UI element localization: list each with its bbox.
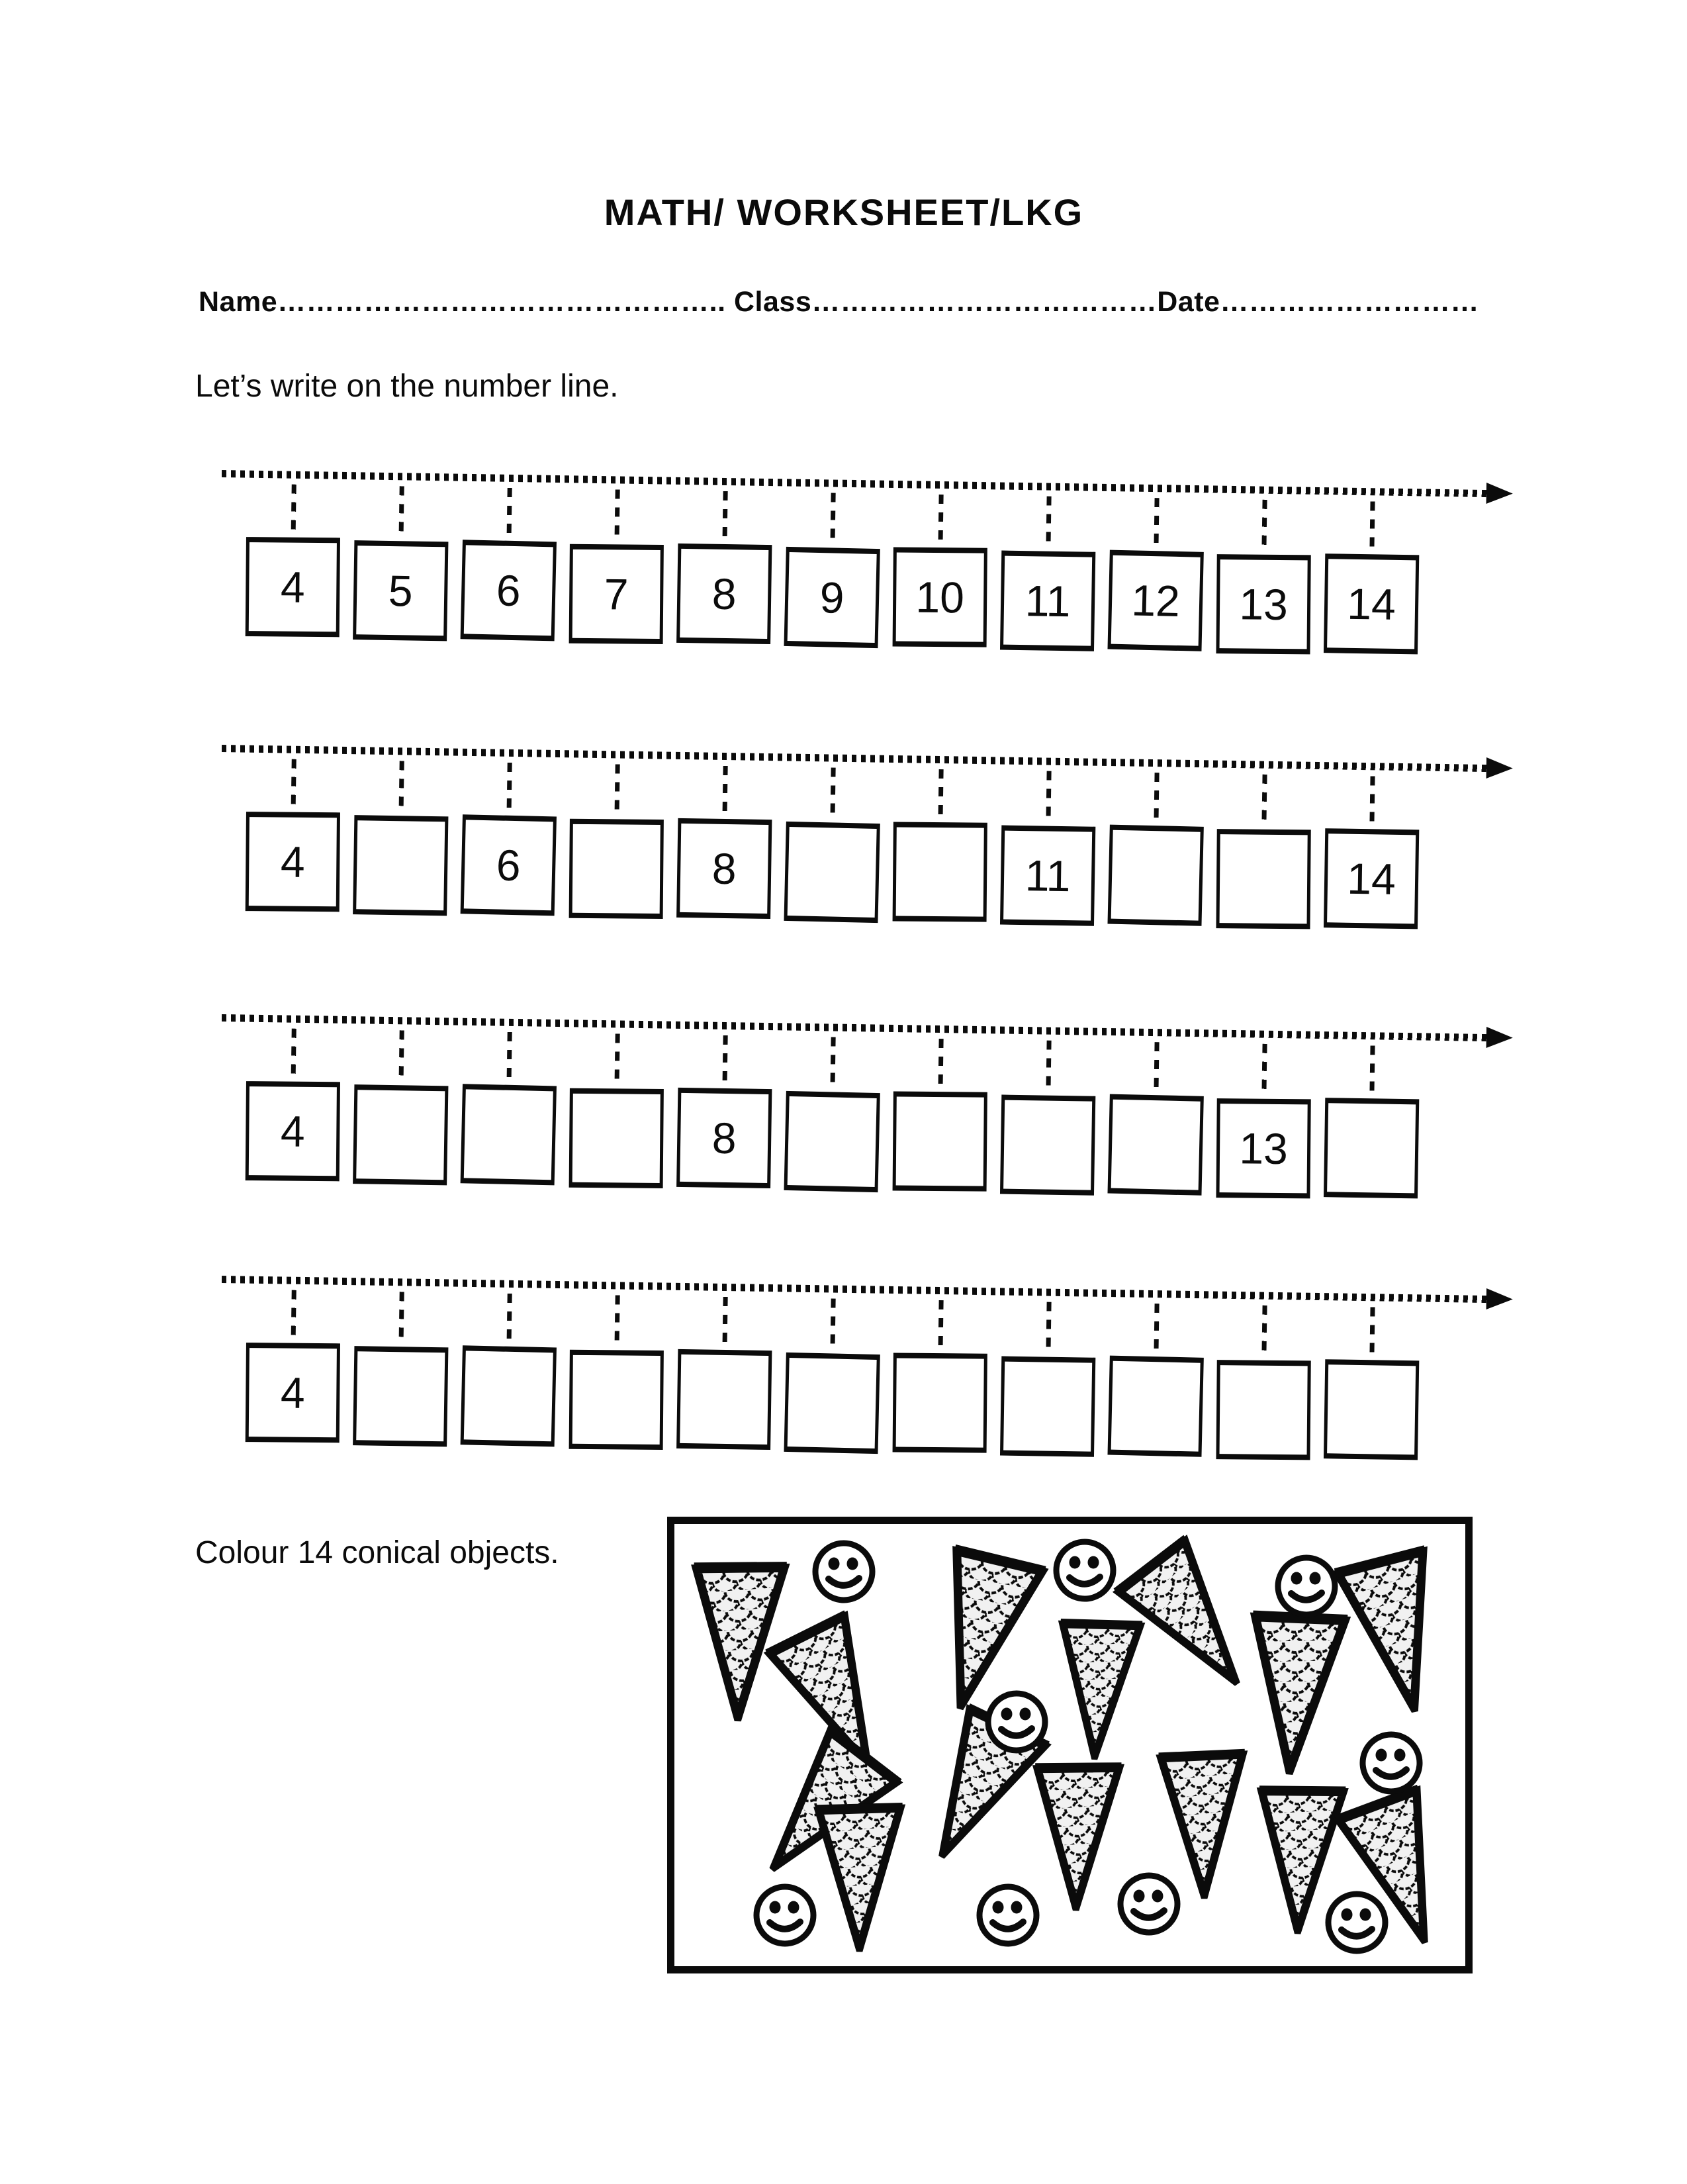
number-box[interactable]: 8 — [676, 818, 772, 919]
arrowhead-icon — [1486, 1027, 1513, 1049]
tick-mark — [1369, 1307, 1375, 1358]
cone-shape[interactable] — [1044, 1611, 1148, 1762]
tick-mark — [1369, 1045, 1375, 1097]
number-box[interactable]: 4 — [246, 1343, 340, 1443]
smiley-face[interactable] — [1116, 1871, 1182, 1937]
number-box[interactable]: 14 — [1324, 828, 1419, 929]
number-box[interactable]: 4 — [246, 537, 340, 637]
number-line-instruction: Let’s write on the number line. — [195, 369, 619, 404]
tick-mark — [1046, 1041, 1051, 1092]
tick-mark — [1261, 1306, 1267, 1357]
number-box[interactable] — [676, 1349, 772, 1450]
smiley-face[interactable] — [811, 1539, 877, 1605]
number-line-dotted-line — [222, 470, 1489, 497]
tick-mark — [830, 1037, 835, 1088]
number-box[interactable]: 12 — [1107, 550, 1203, 651]
number-box[interactable] — [1324, 1098, 1419, 1198]
number-box[interactable]: 7 — [569, 544, 664, 644]
number-box[interactable]: 6 — [461, 540, 557, 641]
objects-picture-box — [667, 1517, 1473, 1973]
header-fields-line — [199, 286, 1522, 318]
tick-mark — [722, 1297, 727, 1349]
tick-mark — [722, 491, 727, 543]
smiley-face[interactable] — [983, 1689, 1050, 1755]
colour-instruction: Colour 14 conical objects. — [195, 1535, 559, 1570]
number-line-row — [219, 1273, 1539, 1472]
number-box[interactable] — [893, 822, 987, 922]
tick-mark — [1369, 501, 1375, 553]
tick-mark — [1154, 498, 1159, 549]
number-box[interactable] — [569, 1088, 664, 1188]
smiley-face[interactable] — [1324, 1889, 1390, 1956]
tick-mark — [1154, 1042, 1159, 1094]
tick-mark — [614, 489, 619, 541]
tick-mark — [614, 1033, 619, 1085]
number-box[interactable]: 11 — [1000, 826, 1095, 926]
tick-mark — [1046, 497, 1051, 548]
tick-mark — [938, 1300, 943, 1352]
tick-mark — [1154, 1304, 1159, 1355]
tick-mark — [830, 1298, 835, 1350]
smiley-face[interactable] — [1358, 1730, 1424, 1796]
number-box[interactable]: 9 — [784, 547, 880, 648]
tick-mark — [614, 1295, 619, 1347]
tick-mark — [399, 761, 404, 812]
number-box[interactable]: 8 — [676, 544, 772, 644]
number-line-dotted-line — [222, 745, 1489, 772]
class-field-line[interactable]: ……………………………… — [811, 286, 1158, 318]
number-box[interactable] — [1216, 829, 1310, 929]
tick-mark — [1154, 773, 1159, 824]
number-line-dotted-line — [222, 1276, 1489, 1303]
number-box[interactable] — [784, 1353, 880, 1454]
tick-mark — [614, 764, 619, 816]
number-box[interactable] — [353, 1346, 448, 1447]
number-box[interactable]: 13 — [1216, 1098, 1310, 1198]
number-box[interactable] — [569, 819, 664, 919]
number-box[interactable] — [893, 1091, 987, 1191]
tick-mark — [399, 1030, 404, 1082]
number-box[interactable] — [1000, 1356, 1095, 1457]
number-box[interactable] — [784, 822, 880, 923]
number-box[interactable]: 8 — [676, 1088, 772, 1188]
tick-mark — [938, 1039, 943, 1090]
number-box[interactable] — [893, 1353, 987, 1452]
cone-shape[interactable] — [807, 1797, 908, 1953]
number-line-dotted-line — [222, 1014, 1489, 1041]
tick-mark — [1046, 771, 1051, 823]
worksheet-title: MATH/ WORKSHEET/LKG — [604, 191, 1084, 233]
cone-shape[interactable] — [1232, 1601, 1354, 1778]
number-box[interactable] — [569, 1350, 664, 1450]
number-box[interactable] — [1107, 1356, 1203, 1457]
tick-mark — [507, 763, 512, 814]
tick-mark — [1046, 1302, 1051, 1354]
smiley-face[interactable] — [1273, 1553, 1340, 1619]
number-box[interactable] — [1107, 825, 1203, 926]
arrowhead-icon — [1486, 483, 1513, 504]
tick-mark — [291, 485, 296, 536]
number-box[interactable]: 13 — [1216, 554, 1310, 654]
tick-mark — [722, 1035, 727, 1087]
date-label: Date — [1157, 286, 1220, 318]
tick-mark — [507, 1032, 512, 1084]
tick-mark — [722, 766, 727, 818]
tick-mark — [399, 1292, 404, 1343]
tick-mark — [291, 1029, 296, 1080]
smiley-face[interactable] — [975, 1882, 1041, 1948]
tick-mark — [1261, 500, 1267, 551]
number-box[interactable] — [1000, 1095, 1095, 1196]
arrowhead-icon — [1486, 1288, 1513, 1310]
smiley-face[interactable] — [752, 1882, 818, 1948]
number-box[interactable] — [1324, 1359, 1419, 1460]
tick-mark — [399, 486, 404, 538]
tick-mark — [830, 493, 835, 544]
number-box[interactable] — [353, 815, 448, 916]
number-line-row — [219, 742, 1539, 941]
number-box[interactable]: 14 — [1324, 553, 1419, 654]
number-box[interactable]: 6 — [461, 814, 557, 916]
tick-mark — [1261, 1044, 1267, 1096]
number-box[interactable] — [1216, 1360, 1310, 1460]
date-field-line[interactable]: ……………………… — [1220, 286, 1479, 318]
arrowhead-icon — [1486, 757, 1513, 779]
number-box[interactable] — [784, 1091, 880, 1192]
number-box[interactable]: 10 — [893, 547, 987, 647]
tick-mark — [507, 488, 512, 540]
number-box[interactable] — [353, 1084, 448, 1185]
number-line-row — [219, 1012, 1539, 1211]
smiley-face[interactable] — [1052, 1537, 1118, 1603]
name-label: Name — [199, 286, 278, 318]
tick-mark — [938, 495, 943, 546]
tick-mark — [1261, 775, 1267, 826]
number-box[interactable] — [461, 1345, 557, 1447]
tick-mark — [291, 1290, 296, 1342]
tick-mark — [938, 769, 943, 821]
number-box[interactable]: 5 — [353, 540, 448, 641]
tick-mark — [1369, 776, 1375, 828]
number-box[interactable]: 11 — [1000, 551, 1095, 651]
tick-mark — [291, 759, 296, 811]
number-box[interactable]: 4 — [246, 812, 340, 912]
tick-mark — [507, 1294, 512, 1345]
name-field-line[interactable]: ……………………………………….. — [277, 286, 726, 318]
number-box[interactable]: 4 — [246, 1081, 340, 1181]
tick-mark — [830, 767, 835, 819]
class-label: Class — [733, 286, 812, 318]
number-box[interactable] — [461, 1084, 557, 1185]
number-box[interactable] — [1107, 1094, 1203, 1196]
number-line-row — [219, 467, 1539, 667]
